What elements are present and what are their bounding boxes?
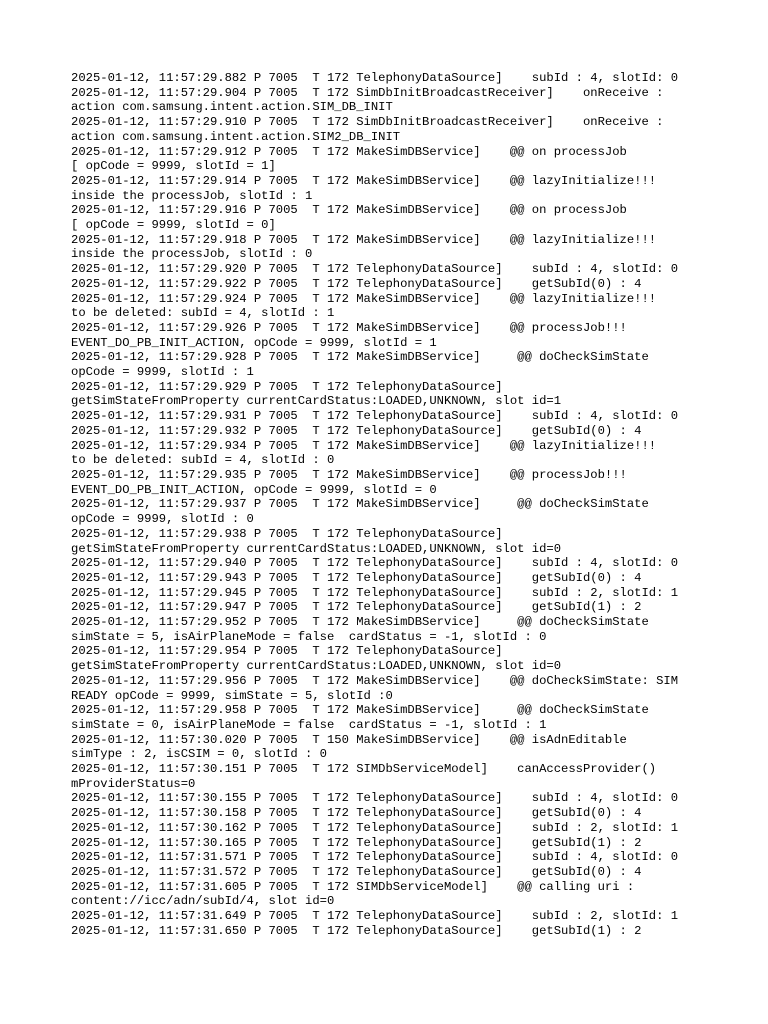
log-line: 2025-01-12, 11:57:29.916 P 7005 T 172 MakeSimDBService] @@ on processJob (71, 203, 627, 218)
log-line: EVENT_DO_PB_INIT_ACTION, opCode = 9999, slotId = 0 (71, 482, 437, 497)
log-line: mProviderStatus=0 (71, 776, 196, 791)
log-line: 2025-01-12, 11:57:30.020 P 7005 T 150 MakeSimDBService] @@ isAdnEditable (71, 732, 627, 747)
log-line: opCode = 9999, slotId : 1 (71, 365, 254, 380)
log-line: 2025-01-12, 11:57:31.572 P 7005 T 172 TelephonyDataSource] getSubId(0) : 4 (71, 864, 642, 879)
log-line: action com.samsung.intent.action.SIM_DB_INIT (71, 100, 393, 115)
log-line: 2025-01-12, 11:57:29.924 P 7005 T 172 MakeSimDBService] @@ lazyInitialize!!! (71, 291, 657, 306)
log-line: 2025-01-12, 11:57:29.929 P 7005 T 172 TelephonyDataSource] (71, 379, 503, 394)
log-line: 2025-01-12, 11:57:29.956 P 7005 T 172 MakeSimDBService] @@ doCheckSimState: SIM (71, 673, 679, 688)
log-line: 2025-01-12, 11:57:29.914 P 7005 T 172 MakeSimDBService] @@ lazyInitialize!!! (71, 173, 657, 188)
log-line: to be deleted: subId = 4, slotId : 1 (71, 306, 335, 321)
log-line: 2025-01-12, 11:57:29.952 P 7005 T 172 MakeSimDBService] @@ doCheckSimState (71, 615, 649, 630)
log-line: 2025-01-12, 11:57:29.932 P 7005 T 172 TelephonyDataSource] getSubId(0) : 4 (71, 423, 642, 438)
log-line: 2025-01-12, 11:57:29.931 P 7005 T 172 TelephonyDataSource] subId : 4, slotId: 0 (71, 409, 679, 424)
log-line: 2025-01-12, 11:57:29.912 P 7005 T 172 MakeSimDBService] @@ on processJob (71, 144, 627, 159)
log-line: simState = 5, isAirPlaneMode = false cardStatus = -1, slotId : 0 (71, 629, 547, 644)
log-line: EVENT_DO_PB_INIT_ACTION, opCode = 9999, slotId = 1 (71, 335, 437, 350)
log-line: 2025-01-12, 11:57:29.922 P 7005 T 172 TelephonyDataSource] getSubId(0) : 4 (71, 276, 642, 291)
log-line: READY opCode = 9999, simState = 5, slotId :0 (71, 688, 393, 703)
log-line: 2025-01-12, 11:57:29.926 P 7005 T 172 MakeSimDBService] @@ processJob!!! (71, 320, 627, 335)
log-line: 2025-01-12, 11:57:29.935 P 7005 T 172 MakeSimDBService] @@ processJob!!! (71, 467, 627, 482)
log-line: 2025-01-12, 11:57:30.165 P 7005 T 172 TelephonyDataSource] getSubId(1) : 2 (71, 835, 642, 850)
log-line: opCode = 9999, slotId : 0 (71, 512, 254, 527)
log-line: to be deleted: subId = 4, slotId : 0 (71, 453, 335, 468)
log-line: 2025-01-12, 11:57:30.151 P 7005 T 172 SIMDbServiceModel] canAccessProvider() (71, 762, 657, 777)
log-line: 2025-01-12, 11:57:31.571 P 7005 T 172 TelephonyDataSource] subId : 4, slotId: 0 (71, 850, 679, 865)
log-text-block (71, 71, 711, 938)
log-line: [ opCode = 9999, slotId = 1] (71, 159, 276, 174)
log-line: 2025-01-12, 11:57:29.958 P 7005 T 172 MakeSimDBService] @@ doCheckSimState (71, 703, 649, 718)
log-line: [ opCode = 9999, slotId = 0] (71, 218, 276, 233)
log-line: getSimStateFromProperty currentCardStatus:LOADED,UNKNOWN, slot id=0 (71, 541, 562, 556)
log-line: 2025-01-12, 11:57:29.940 P 7005 T 172 TelephonyDataSource] subId : 4, slotId: 0 (71, 556, 679, 571)
log-line: 2025-01-12, 11:57:30.162 P 7005 T 172 TelephonyDataSource] subId : 2, slotId: 1 (71, 820, 679, 835)
log-line: 2025-01-12, 11:57:29.882 P 7005 T 172 TelephonyDataSource] subId : 4, slotId: 0 (71, 71, 679, 85)
log-line: 2025-01-12, 11:57:29.910 P 7005 T 172 SimDbInitBroadcastReceiver] onReceive : (71, 115, 664, 130)
log-line: 2025-01-12, 11:57:29.954 P 7005 T 172 TelephonyDataSource] (71, 644, 503, 659)
log-line: 2025-01-12, 11:57:29.943 P 7005 T 172 TelephonyDataSource] getSubId(0) : 4 (71, 570, 642, 585)
log-line: 2025-01-12, 11:57:29.937 P 7005 T 172 MakeSimDBService] @@ doCheckSimState (71, 497, 649, 512)
log-line: 2025-01-12, 11:57:29.947 P 7005 T 172 TelephonyDataSource] getSubId(1) : 2 (71, 600, 642, 615)
log-line: 2025-01-12, 11:57:31.649 P 7005 T 172 TelephonyDataSource] subId : 2, slotId: 1 (71, 909, 679, 924)
log-line: inside the processJob, slotId : 0 (71, 247, 313, 262)
log-line: 2025-01-12, 11:57:31.650 P 7005 T 172 TelephonyDataSource] getSubId(1) : 2 (71, 923, 642, 938)
log-line: 2025-01-12, 11:57:29.904 P 7005 T 172 SimDbInitBroadcastReceiver] onReceive : (71, 85, 664, 100)
log-line: inside the processJob, slotId : 1 (71, 188, 313, 203)
log-line: 2025-01-12, 11:57:30.158 P 7005 T 172 TelephonyDataSource] getSubId(0) : 4 (71, 806, 642, 821)
log-line: 2025-01-12, 11:57:29.918 P 7005 T 172 MakeSimDBService] @@ lazyInitialize!!! (71, 232, 657, 247)
log-line: 2025-01-12, 11:57:29.938 P 7005 T 172 TelephonyDataSource] (71, 526, 503, 541)
log-line: 2025-01-12, 11:57:29.928 P 7005 T 172 MakeSimDBService] @@ doCheckSimState (71, 350, 649, 365)
log-line: content://icc/adn/subId/4, slot id=0 (71, 894, 335, 909)
log-line: 2025-01-12, 11:57:29.945 P 7005 T 172 TelephonyDataSource] subId : 2, slotId: 1 (71, 585, 679, 600)
log-line: getSimStateFromProperty currentCardStatus:LOADED,UNKNOWN, slot id=1 (71, 394, 562, 409)
log-line: simState = 0, isAirPlaneMode = false cardStatus = -1, slotId : 1 (71, 717, 547, 732)
log-line: 2025-01-12, 11:57:29.920 P 7005 T 172 TelephonyDataSource] subId : 4, slotId: 0 (71, 262, 679, 277)
log-line: getSimStateFromProperty currentCardStatus:LOADED,UNKNOWN, slot id=0 (71, 659, 562, 674)
log-line: 2025-01-12, 11:57:29.934 P 7005 T 172 MakeSimDBService] @@ lazyInitialize!!! (71, 438, 657, 453)
log-line: action com.samsung.intent.action.SIM2_DB_INIT (71, 129, 401, 144)
log-line: 2025-01-12, 11:57:30.155 P 7005 T 172 TelephonyDataSource] subId : 4, slotId: 0 (71, 791, 679, 806)
log-line: simType : 2, isCSIM = 0, slotId : 0 (71, 747, 327, 762)
log-line: 2025-01-12, 11:57:31.605 P 7005 T 172 SIMDbServiceModel] @@ calling uri : (71, 879, 635, 894)
